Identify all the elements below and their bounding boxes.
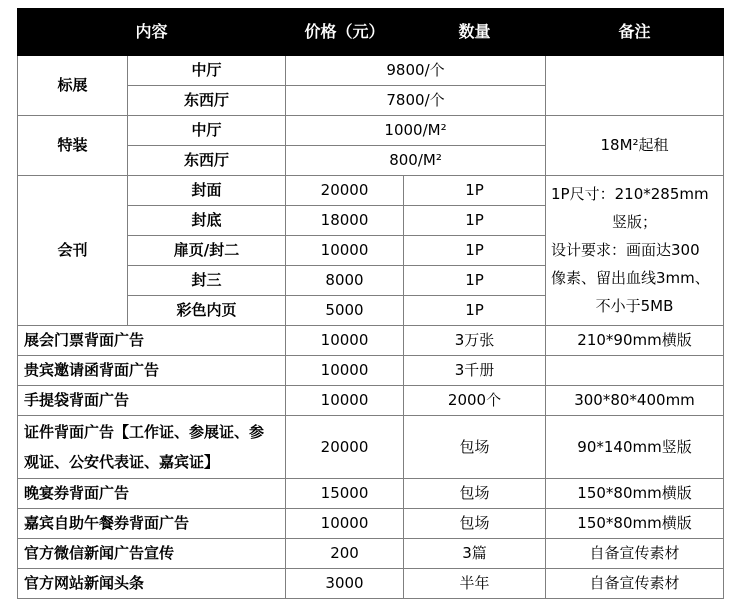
item-price: 10000: [286, 385, 404, 415]
item-quantity: 1P: [404, 235, 546, 265]
note-line: 像素、留出血线3mm、: [551, 269, 710, 288]
item-price: 7800/个: [286, 85, 546, 115]
item-note: 18M²起租: [546, 115, 724, 175]
table-row: [18, 415, 724, 478]
table-row: [18, 325, 724, 355]
item-name: 官方网站新闻头条: [18, 568, 286, 598]
item-name: 展会门票背面广告: [18, 325, 286, 355]
header-content: 内容: [18, 9, 286, 56]
item-note: 150*80mm横版: [546, 508, 724, 538]
table-row: [18, 385, 724, 415]
item-price: 20000: [286, 175, 404, 205]
item-price: 15000: [286, 478, 404, 508]
item-price: 20000: [286, 415, 404, 478]
item-price: 5000: [286, 295, 404, 325]
table-row: [18, 538, 724, 568]
item-name: 东西厅: [128, 145, 286, 175]
note-line: 不小于5MB: [595, 297, 674, 316]
item-quantity: 2000个: [404, 385, 546, 415]
item-note: 自备宣传素材: [546, 538, 724, 568]
item-name: 封面: [128, 175, 286, 205]
item-price: 1000/M²: [286, 115, 546, 145]
item-name: 手提袋背面广告: [18, 385, 286, 415]
item-price: 800/M²: [286, 145, 546, 175]
item-note: 自备宣传素材: [546, 568, 724, 598]
item-quantity: 3千册: [404, 355, 546, 385]
table-row: [18, 175, 724, 205]
table-row: [18, 355, 724, 385]
item-name: 封三: [128, 265, 286, 295]
item-price: 200: [286, 538, 404, 568]
price-table: [17, 8, 724, 599]
item-price: 9800/个: [286, 56, 546, 86]
table-row: [18, 56, 724, 86]
item-price: 10000: [286, 235, 404, 265]
category-label: 标展: [18, 56, 128, 116]
item-quantity: 3篇: [404, 538, 546, 568]
table-row: [18, 568, 724, 598]
item-name: 官方微信新闻广告宣传: [18, 538, 286, 568]
note-line: 竖版；: [612, 213, 658, 232]
item-note: [546, 175, 724, 325]
table-row: [18, 115, 724, 145]
item-note: 150*80mm横版: [546, 478, 724, 508]
item-price: 3000: [286, 568, 404, 598]
item-name: 封底: [128, 205, 286, 235]
item-name-line: 证件背面广告【工作证、参展证、参: [24, 422, 265, 441]
item-quantity: 1P: [404, 265, 546, 295]
item-price: 10000: [286, 325, 404, 355]
item-name: 扉页/封二: [128, 235, 286, 265]
item-name: 东西厅: [128, 85, 286, 115]
item-name: 嘉宾自助午餐券背面广告: [18, 508, 286, 538]
note-line: 1P尺寸：210*285mm: [551, 185, 709, 204]
item-price: 10000: [286, 355, 404, 385]
item-quantity: 半年: [404, 568, 546, 598]
header-note: 备注: [546, 9, 724, 56]
item-name-line: 观证、公安代表证、嘉宾证】: [24, 452, 220, 471]
category-label: 特装: [18, 115, 128, 175]
item-quantity: 1P: [404, 205, 546, 235]
item-note: 300*80*400mm: [546, 385, 724, 415]
item-note: [546, 56, 724, 116]
item-quantity: 包场: [404, 415, 546, 478]
category-label: 会刊: [18, 175, 128, 325]
table-row: [18, 508, 724, 538]
item-price: 10000: [286, 508, 404, 538]
item-name: 彩色内页: [128, 295, 286, 325]
item-name: [18, 415, 286, 478]
header-price: 价格（元）: [286, 9, 404, 56]
note-line: 设计要求：画面达300: [551, 241, 700, 260]
item-quantity: 包场: [404, 478, 546, 508]
item-quantity: 3万张: [404, 325, 546, 355]
item-name: 晚宴券背面广告: [18, 478, 286, 508]
table-row: [18, 478, 724, 508]
item-name: 中厅: [128, 56, 286, 86]
item-note: [546, 355, 724, 385]
item-note: 90*140mm竖版: [546, 415, 724, 478]
header-row: [18, 9, 724, 56]
item-name: 贵宾邀请函背面广告: [18, 355, 286, 385]
item-quantity: 包场: [404, 508, 546, 538]
item-price: 18000: [286, 205, 404, 235]
item-name: 中厅: [128, 115, 286, 145]
item-quantity: 1P: [404, 175, 546, 205]
header-quantity: 数量: [404, 9, 546, 56]
item-price: 8000: [286, 265, 404, 295]
item-note: 210*90mm横版: [546, 325, 724, 355]
item-quantity: 1P: [404, 295, 546, 325]
